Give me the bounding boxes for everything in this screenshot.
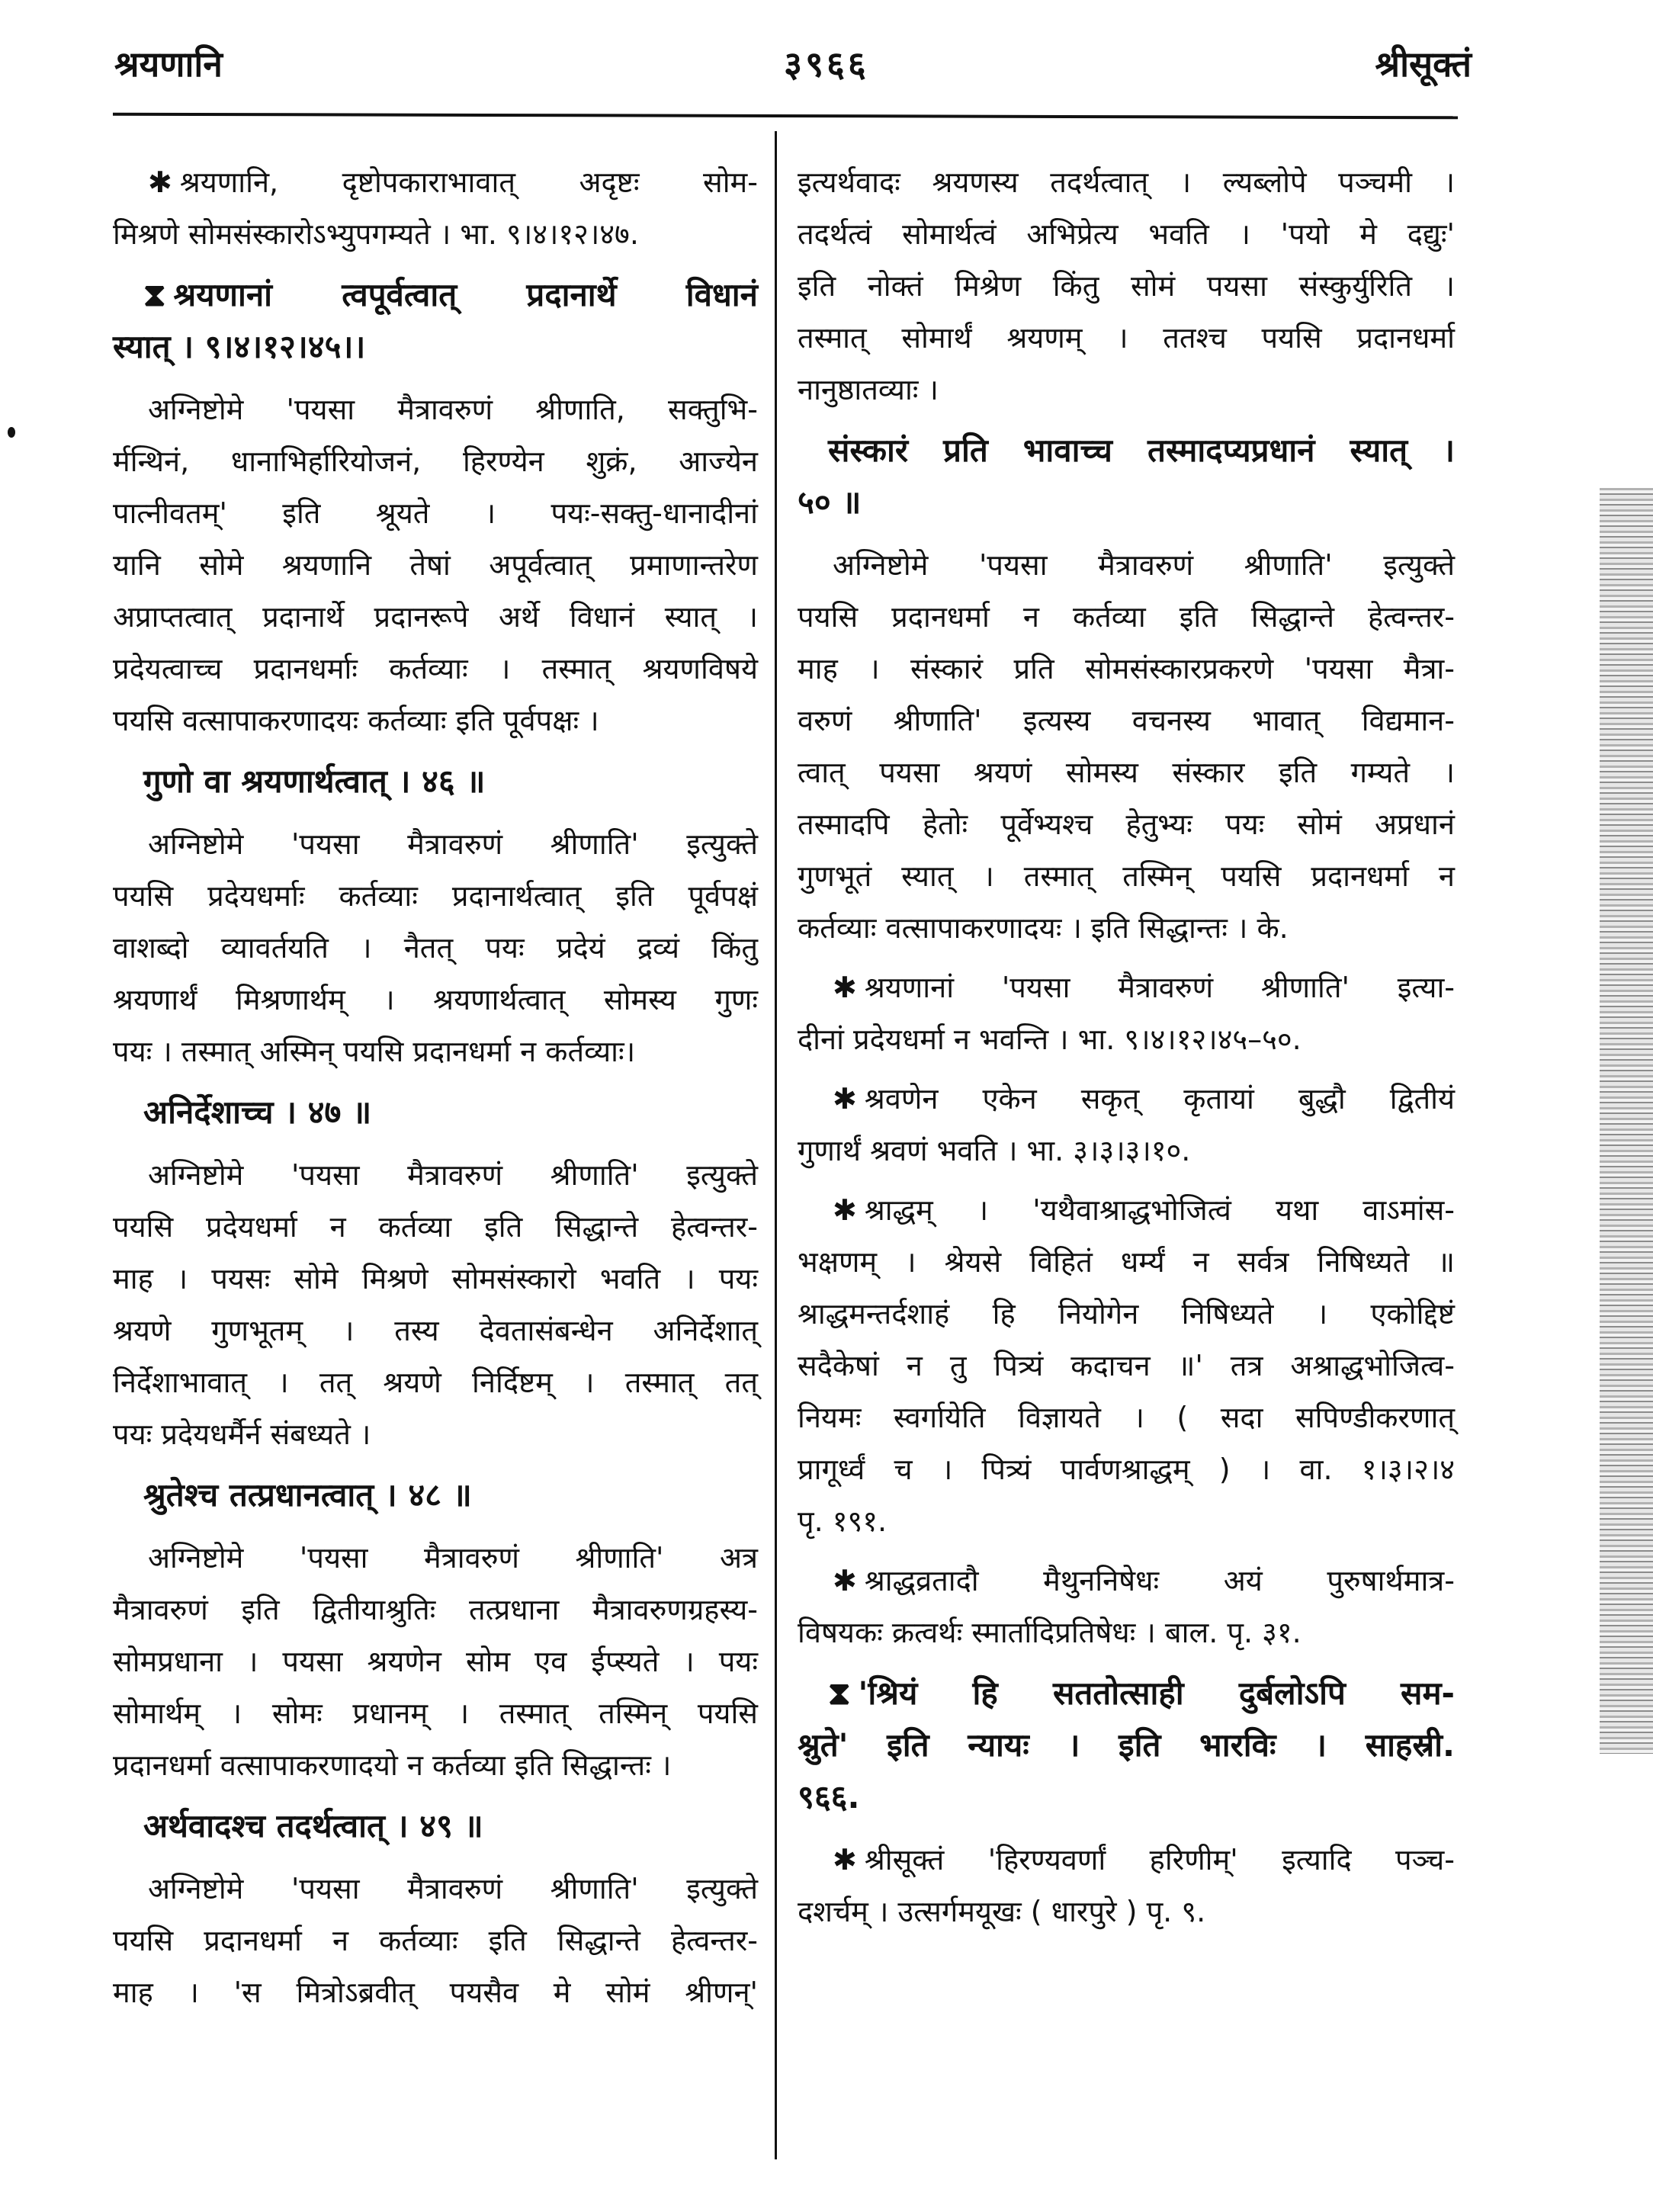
line-text: सोमप्रधाना । पयसा श्रयणेन सोम एव ईप्स्यते । पयः	[113, 1645, 758, 1678]
line-text: मिश्रणे सोमसंस्कारोऽभ्युपगम्यते । भा. ९।४।१२।४७.	[113, 217, 639, 251]
line-text: दीनां प्रदेयधर्मा न भवन्ति । भा. ९।४।१२।४५–५०.	[798, 1023, 1302, 1056]
sutra-heading	[798, 1668, 1455, 1823]
line-text: पयः प्रदेयधर्मैर्न संबध्यते ।	[113, 1417, 371, 1451]
line-text: श्रयणार्थं मिश्रणार्थम् । श्रयणार्थत्वात् सोमस्य गुणः	[113, 983, 758, 1016]
left-column	[113, 156, 758, 2026]
text-line	[113, 756, 758, 807]
text-line	[113, 1253, 758, 1305]
line-text: प्रदानधर्मा वत्सापाकरणादयो न कर्तव्या इति सिद्धान्तः ।	[113, 1748, 672, 1782]
text-line	[113, 1087, 758, 1138]
line-text: श्रवणेन एकेन सकृत् कृतायां बुद्धौ द्वितीयं	[864, 1082, 1455, 1116]
line-text: श्रुतेश्च तत्प्रधानत्वात् । ४८ ॥	[143, 1476, 472, 1514]
line-text: कर्तव्याः वत्सापाकरणादयः । इति सिद्धान्तः । के.	[798, 911, 1289, 945]
text-line	[113, 1356, 758, 1408]
line-text: माह । पयसः सोमे मिश्रणे सोमसंस्कारो भवति । पयः	[113, 1262, 758, 1295]
text-line	[798, 1340, 1455, 1392]
sutra-heading	[798, 425, 1455, 528]
text-line	[798, 1236, 1455, 1288]
line-text: गुणार्थं श्रवणं भवति । भा. ३।३।३।१०.	[798, 1134, 1191, 1167]
text-line	[798, 1886, 1455, 1938]
line-text: तदर्थत्वं सोमार्थत्वं अभिप्रेत्य भवति । 'पयो मे दद्युः'	[798, 217, 1455, 251]
line-text: ५० ॥	[798, 483, 862, 521]
line-text: अग्निष्टोमे 'पयसा मैत्रावरुणं श्रीणाति, सक्तुभि-	[148, 393, 758, 426]
paragraph	[798, 539, 1455, 954]
text-line	[798, 1771, 1455, 1823]
line-text: श्राद्धमन्तर्दशाहं हि नियोगेन निषिध्यते । एकोद्दिष्टं	[798, 1297, 1455, 1331]
text-line	[113, 1636, 758, 1687]
asterisk-marker-icon: ✱	[833, 971, 857, 1004]
asterisk-marker-icon: ✱	[148, 165, 172, 199]
text-line	[113, 1687, 758, 1739]
text-line	[798, 425, 1455, 477]
asterisk-marker-icon: ✱	[833, 1843, 857, 1877]
line-text: अग्निष्टोमे 'पयसा मैत्रावरुणं श्रीणाति' अत्र	[148, 1541, 758, 1575]
text-line	[113, 435, 758, 487]
line-text: अग्निष्टोमे 'पयसा मैत्रावरुणं श्रीणाति' इत्युक्ते	[148, 1872, 758, 1905]
paragraph	[798, 962, 1455, 1065]
text-line	[113, 1469, 758, 1521]
sutra-heading	[113, 1800, 758, 1852]
paragraph	[113, 156, 758, 260]
text-line	[113, 384, 758, 435]
text-line	[798, 1834, 1455, 1886]
text-line	[798, 1125, 1455, 1177]
sutra-heading	[113, 269, 758, 373]
text-line	[113, 156, 758, 208]
text-line	[113, 1149, 758, 1201]
line-text: वाशब्दो व्यावर्तयति । नैतत् पयः प्रदेयं द्रव्यं किंतु	[113, 931, 758, 965]
line-text: पयसि प्रदानधर्मा न कर्तव्याः इति सिद्धान्ते हेत्वन्तर-	[113, 1924, 758, 1957]
text-line	[113, 1863, 758, 1915]
text-line	[798, 156, 1455, 208]
sutra-heading	[113, 1469, 758, 1521]
text-line	[113, 1966, 758, 2018]
line-text: श्रीसूक्तं 'हिरण्यवर्णां हरिणीम्' इत्यादि पञ्च-	[864, 1843, 1455, 1877]
line-text: श्नुते' इति न्यायः । इति भारविः । साहस्री.	[798, 1726, 1455, 1764]
line-text: 'श्रियं हि सततोत्साही दुर्बलोऽपि सम-	[858, 1674, 1455, 1712]
text-line	[113, 1584, 758, 1636]
line-text: निर्देशाभावात् । तत् श्रयणे निर्दिष्टम् । तस्मात् तत्	[113, 1366, 758, 1399]
text-line	[798, 962, 1455, 1013]
line-text: अनिर्देशाच्च । ४७ ॥	[143, 1093, 372, 1131]
line-text: पयः । तस्मात् अस्मिन् पयसि प्रदानधर्मा न कर्तव्याः।	[113, 1035, 636, 1068]
text-line	[798, 1443, 1455, 1495]
line-text: पयसि प्रदेयधर्माः कर्तव्याः प्रदानार्थत्वात् इति पूर्वपक्षं	[113, 879, 758, 913]
text-line	[798, 260, 1455, 312]
line-text: तस्मादपि हेतोः पूर्वेभ्यश्च हेतुभ्यः पयः सोमं अप्रधानं	[798, 807, 1455, 841]
line-text: पयसि प्रदेयधर्मा न कर्तव्या इति सिद्धान्ते हेत्वन्तर-	[113, 1210, 758, 1244]
text-line	[798, 591, 1455, 643]
text-line	[798, 1288, 1455, 1340]
text-line	[798, 1555, 1455, 1607]
line-text: सदैकेषां न तु पित्र्यं कदाचन ॥' तत्र अश्राद्धभोजित्व-	[798, 1349, 1455, 1382]
text-line	[113, 487, 758, 539]
line-text: यानि सोमे श्रयणानि तेषां अपूर्वत्वात् प्रमाणान्तरेण	[113, 548, 758, 582]
line-text: दशर्चम् । उत्सर्गमयूखः ( धारपुरे ) पृ. ९.	[798, 1895, 1206, 1928]
text-line	[113, 1201, 758, 1253]
line-text: इत्यर्थवादः श्रयणस्य तदर्थत्वात् । ल्यब्लोपे पञ्चमी ।	[798, 165, 1455, 199]
line-text: पृ. १९१.	[798, 1504, 887, 1538]
text-line	[113, 1915, 758, 1966]
paragraph	[798, 1073, 1455, 1177]
text-line	[113, 1532, 758, 1584]
text-line	[113, 208, 758, 260]
column-divider	[775, 131, 777, 2159]
text-line	[113, 1800, 758, 1852]
text-line	[113, 591, 758, 643]
text-line	[113, 870, 758, 922]
paragraph	[798, 1184, 1455, 1547]
line-text: संस्कारं प्रति भावाच्च तस्मादप्यप्रधानं स्यात् ।	[828, 432, 1455, 469]
text-line	[798, 1719, 1455, 1771]
text-line	[798, 798, 1455, 850]
line-text: वरुणं श्रीणाति' इत्यस्य वचनस्य भावात् विद्यमान-	[798, 704, 1455, 737]
hourglass-marker-icon: ⧗	[828, 1674, 851, 1712]
line-text: इति नोक्तं मिश्रेण किंतु सोमं पयसा संस्कुर्युरिति ।	[798, 269, 1455, 303]
text-line	[113, 269, 758, 321]
paragraph	[113, 1863, 758, 2018]
line-text: अग्निष्टोमे 'पयसा मैत्रावरुणं श्रीणाति' इत्युक्ते	[148, 1158, 758, 1192]
text-line	[113, 1026, 758, 1077]
text-line	[113, 922, 758, 974]
line-text: नानुष्ठातव्याः ।	[798, 373, 939, 406]
paragraph	[113, 384, 758, 746]
line-text: पात्नीवतम्' इति श्रूयते । पयः-सक्तु-धानादीनां	[113, 496, 758, 530]
text-line	[798, 850, 1455, 902]
text-line	[798, 1495, 1455, 1547]
text-line	[113, 1305, 758, 1356]
line-text: विषयकः क्रत्वर्थः स्मार्तादिप्रतिषेधः । बाल. पृ. ३१.	[798, 1616, 1302, 1649]
line-text: अग्निष्टोमे 'पयसा मैत्रावरुणं श्रीणाति' इत्युक्ते	[148, 827, 758, 861]
line-text: प्रदेयत्वाच्च प्रदानधर्माः कर्तव्याः । तस्मात् श्रयणविषये	[113, 652, 758, 685]
line-text: अर्थवादश्च तदर्थत्वात् । ४९ ॥	[143, 1807, 483, 1844]
text-line	[798, 208, 1455, 260]
line-text: सोमार्थम् । सोमः प्रधानम् । तस्मात् तस्मिन् पयसि	[113, 1697, 758, 1730]
text-line	[798, 1013, 1455, 1065]
text-line	[798, 746, 1455, 798]
text-line	[113, 1739, 758, 1791]
scan-speck	[8, 427, 15, 438]
line-text: अग्निष्टोमे 'पयसा मैत्रावरुणं श्रीणाति' इत्युक्ते	[833, 548, 1455, 582]
line-text: माह । संस्कारं प्रति सोमसंस्कारप्रकरणे 'पयसा मैत्रा-	[798, 652, 1455, 685]
line-text: तस्मात् सोमार्थं श्रयणम् । ततश्च पयसि प्रदानधर्मा	[798, 321, 1455, 355]
text-line	[798, 1073, 1455, 1125]
page-number: ३९६६	[784, 43, 869, 85]
line-text: श्राद्धव्रतादौ मैथुननिषेधः अयं पुरुषार्थमात्र-	[864, 1564, 1455, 1597]
text-line	[113, 643, 758, 695]
paragraph	[113, 1149, 758, 1460]
line-text: त्वात् पयसा श्रयणं सोमस्य संस्कार इति गम्यते ।	[798, 756, 1455, 789]
text-line	[113, 974, 758, 1026]
sutra-heading	[113, 1087, 758, 1138]
text-line	[798, 1607, 1455, 1658]
header-rule	[113, 113, 1458, 120]
asterisk-marker-icon: ✱	[833, 1082, 857, 1116]
sutra-heading	[113, 756, 758, 807]
text-line	[798, 364, 1455, 416]
asterisk-marker-icon: ✱	[833, 1564, 857, 1597]
asterisk-marker-icon: ✱	[833, 1193, 857, 1227]
text-line	[798, 643, 1455, 695]
paragraph	[113, 818, 758, 1077]
line-text: अप्राप्तत्वात् प्रदानार्थे प्रदानरूपे अर्थे विधानं स्यात् ।	[113, 600, 758, 634]
line-text: गुणो वा श्रयणार्थत्वात् । ४६ ॥	[143, 762, 486, 800]
line-text: श्राद्धम् । 'यथैवाश्राद्धभोजित्वं यथा वाऽमांस-	[864, 1193, 1455, 1227]
hourglass-marker-icon: ⧗	[143, 276, 166, 313]
line-text: श्रयणे गुणभूतम् । तस्य देवतासंबन्धेन अनिर्देशात्	[113, 1314, 758, 1347]
text-line	[798, 695, 1455, 746]
line-text: र्मन्थिनं, धानाभिर्हारियोजनं, हिरण्येन शुक्रं, आज्येन	[113, 445, 758, 478]
text-line	[798, 312, 1455, 364]
text-line	[798, 539, 1455, 591]
line-text: भक्षणम् । श्रेयसे विहितं धर्म्यं न सर्वत्र निषिध्यते ॥	[798, 1245, 1455, 1279]
line-text: स्यात् । ९।४।१२।४५।।	[113, 328, 366, 365]
line-text: श्रयणानां त्वपूर्वत्वात् प्रदानार्थे विधानं	[173, 276, 758, 313]
text-line	[798, 1668, 1455, 1719]
text-line	[798, 902, 1455, 954]
text-line	[798, 1184, 1455, 1236]
line-text: मैत्रावरुणं इति द्वितीयाश्रुतिः तत्प्रधाना मैत्रावरुणग्रहस्य-	[113, 1593, 758, 1626]
line-text: श्रयणानां 'पयसा मैत्रावरुणं श्रीणाति' इत्या-	[864, 971, 1455, 1004]
paragraph	[798, 156, 1455, 416]
line-text: गुणभूतं स्यात् । तस्मात् तस्मिन् पयसि प्रदानधर्मा न	[798, 859, 1455, 893]
text-line	[798, 1392, 1455, 1443]
line-text: ९६६.	[798, 1778, 860, 1816]
line-text: प्रागूर्ध्वं च । पित्र्यं पार्वणश्राद्धम् ) । वा. १।३।२।४	[798, 1453, 1455, 1486]
paragraph	[113, 1532, 758, 1791]
text-line	[113, 321, 758, 373]
line-text: पयसि वत्सापाकरणादयः कर्तव्याः इति पूर्वपक्षः ।	[113, 704, 599, 737]
scan-edge-artifact	[1600, 488, 1653, 1754]
text-line	[798, 477, 1455, 528]
line-text: नियमः स्वर्गायेति विज्ञायते । ( सदा सपिण्डीकरणात्	[798, 1401, 1455, 1434]
running-head-left: श्रयणानि	[114, 43, 223, 85]
text-line	[113, 1408, 758, 1460]
line-text: श्रयणानि, दृष्टोपकाराभावात् अदृष्टः सोम-	[179, 165, 758, 199]
line-text: माह । 'स मित्रोऽब्रवीत् पयसैव मे सोमं श्रीणन्'	[113, 1976, 758, 2009]
text-line	[113, 818, 758, 870]
paragraph	[798, 1555, 1455, 1658]
paragraph	[798, 1834, 1455, 1938]
running-head-right: श्रीसूक्तं	[1375, 43, 1472, 85]
text-line	[113, 695, 758, 746]
right-column	[798, 156, 1455, 1945]
text-line	[113, 539, 758, 591]
line-text: पयसि प्रदानधर्मा न कर्तव्या इति सिद्धान्ते हेत्वन्तर-	[798, 600, 1455, 634]
